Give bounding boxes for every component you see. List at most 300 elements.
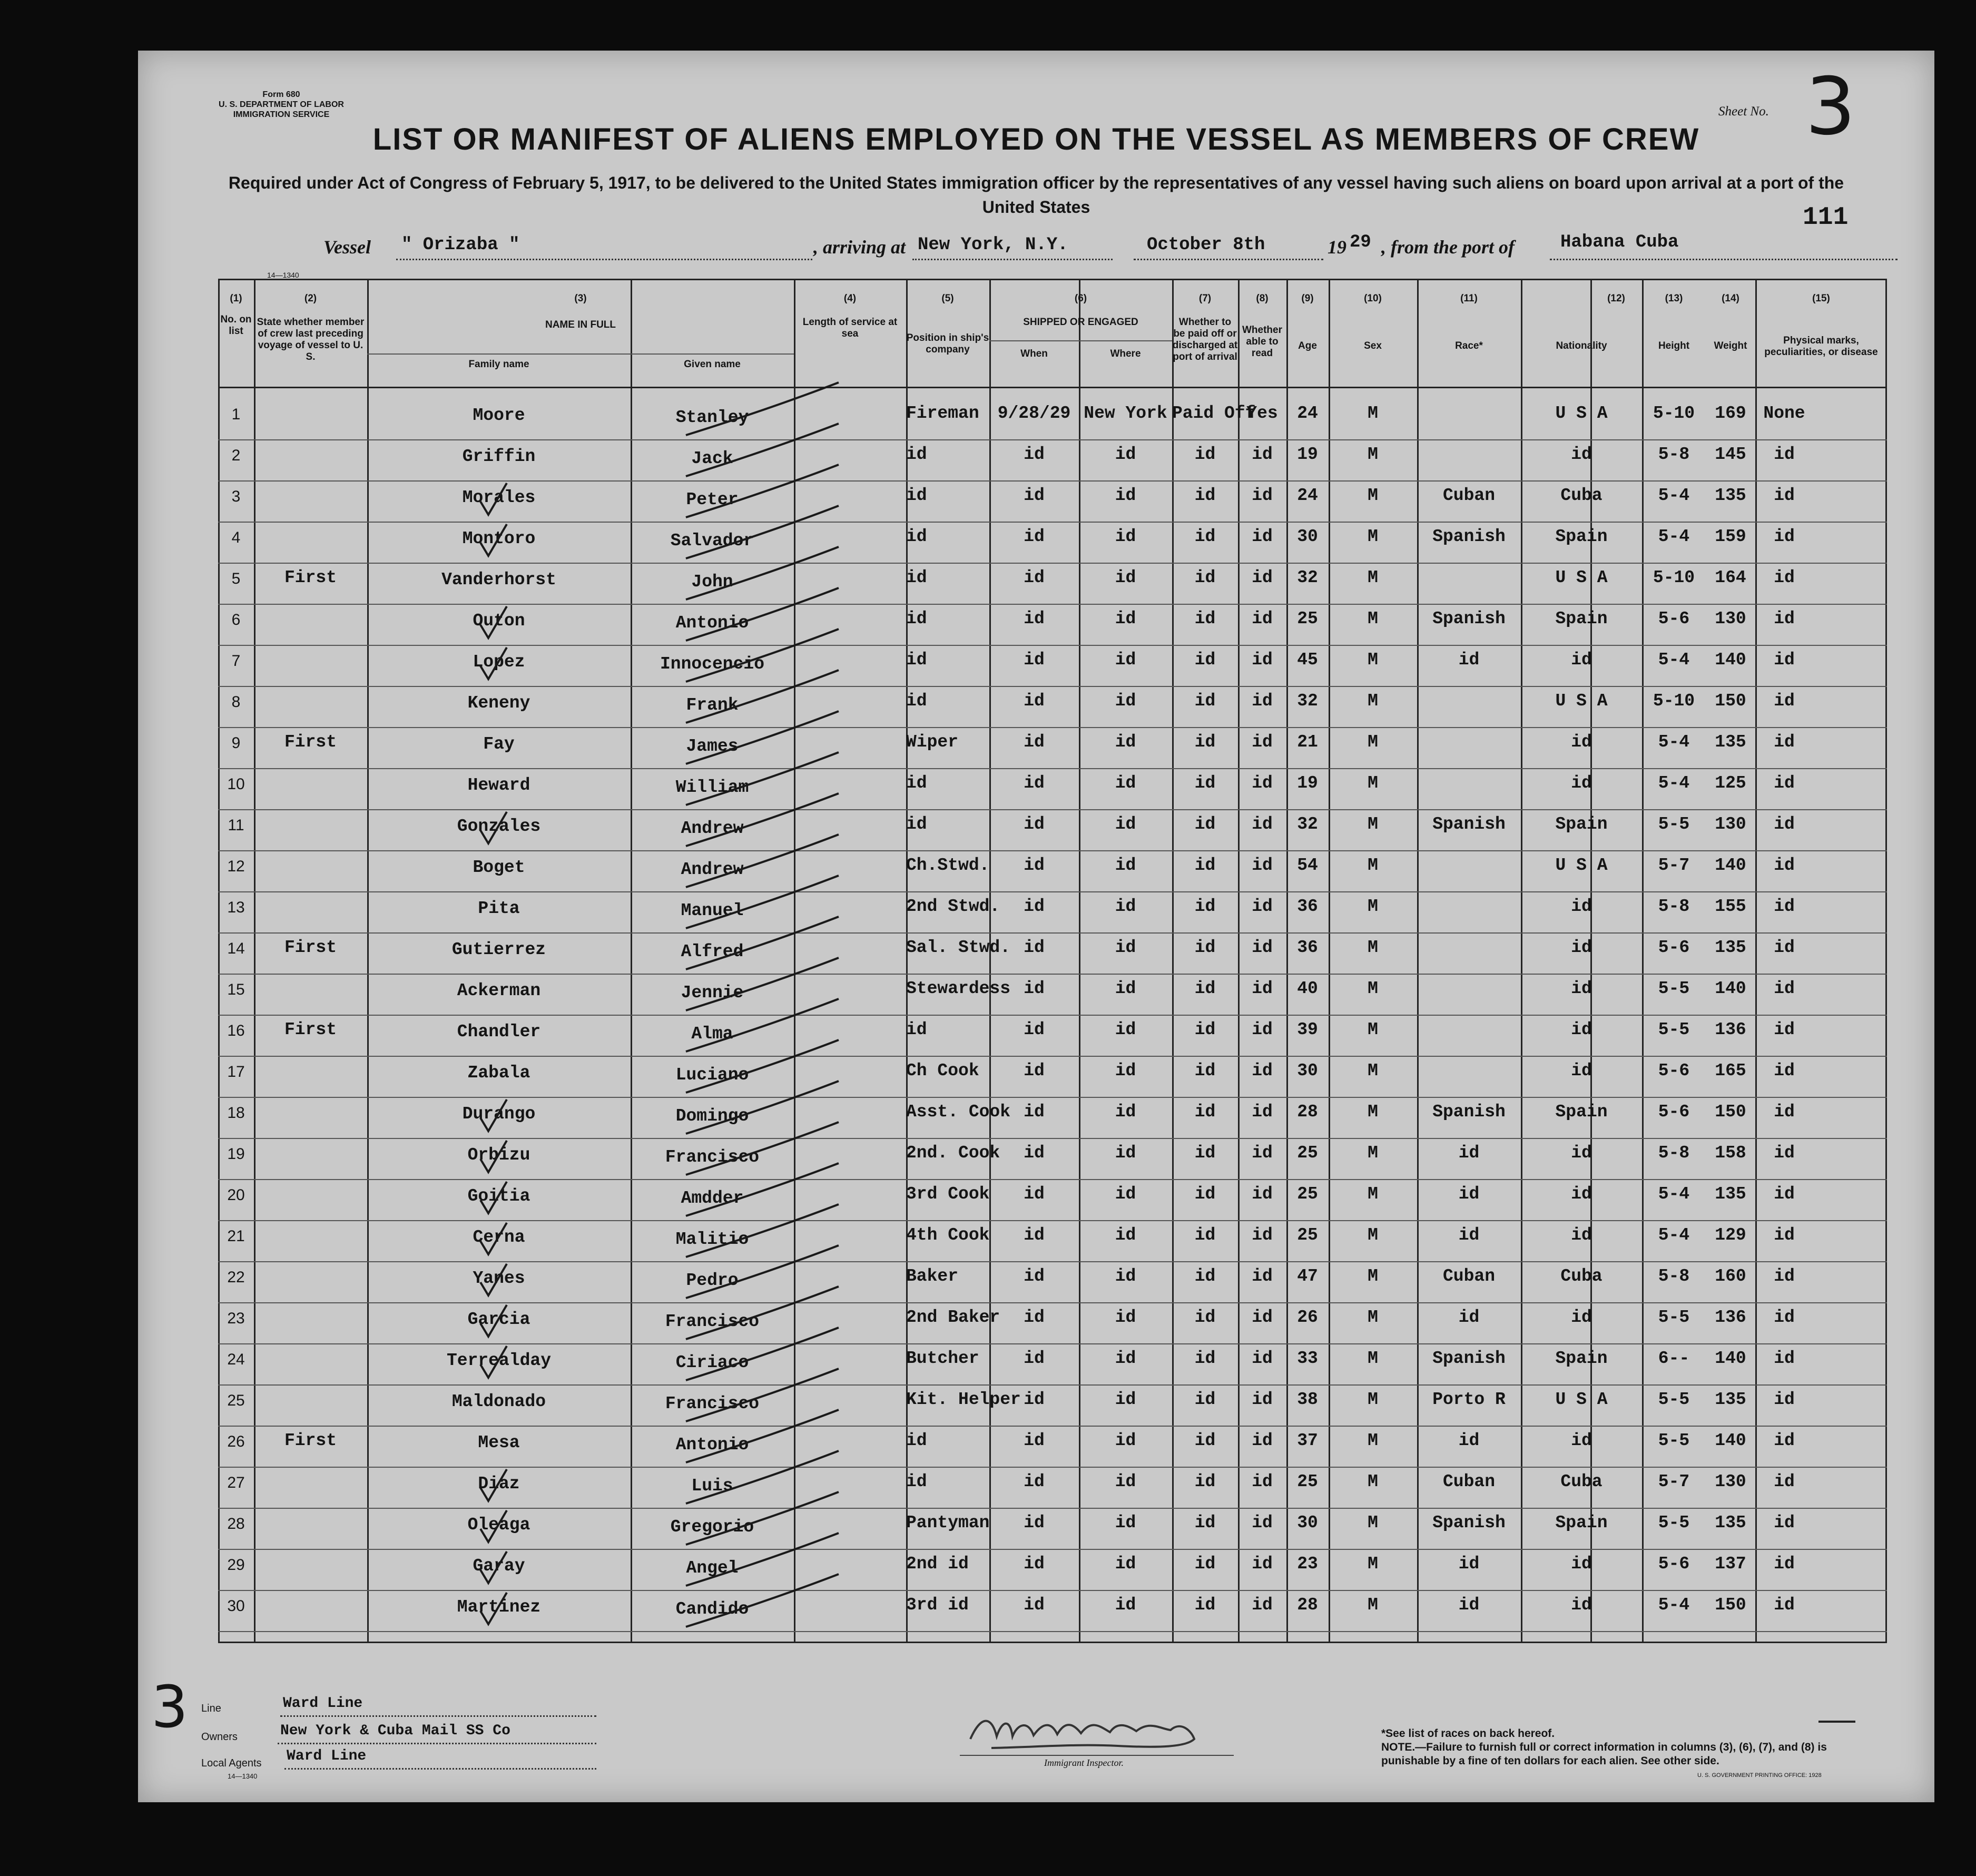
race: Spanish (1432, 1513, 1506, 1533)
previous-voyage: First (284, 1020, 337, 1039)
race: id (1458, 1225, 1480, 1245)
position: Pantyman (906, 1513, 990, 1533)
nationality: id (1571, 979, 1592, 998)
row-number: 26 (227, 1433, 245, 1450)
sex: M (1368, 1349, 1378, 1368)
race: id (1458, 1143, 1480, 1163)
shipped-where: id (1115, 1554, 1136, 1574)
able-to-read: id (1252, 1143, 1273, 1163)
given-name: John (691, 572, 733, 592)
nationality: id (1571, 1020, 1592, 1039)
nationality: U S A (1555, 691, 1608, 711)
position: id (906, 486, 927, 505)
paid-off: id (1194, 1020, 1216, 1039)
header-weight: Weight (1714, 340, 1747, 351)
sex: M (1368, 1266, 1378, 1286)
family-name: Chandler (457, 1022, 541, 1042)
weight: 158 (1715, 1143, 1746, 1163)
age: 24 (1297, 404, 1318, 423)
shipped-where: id (1115, 979, 1136, 998)
race: Spanish (1432, 1349, 1506, 1368)
given-name: Amdder (681, 1189, 744, 1208)
column-number: (6) (1074, 293, 1087, 304)
position: 4th Cook (906, 1225, 990, 1245)
height: 5-8 (1658, 445, 1690, 464)
paid-off: id (1194, 1390, 1216, 1409)
weight: 150 (1715, 691, 1746, 711)
form-number: Form 680 (262, 90, 300, 99)
given-name: Stanley (675, 408, 749, 427)
row-number: 1 (231, 406, 241, 423)
pen-stroke (686, 1245, 839, 1298)
nationality: id (1571, 1595, 1592, 1615)
position: 2nd. Cook (906, 1143, 1000, 1163)
sex: M (1368, 404, 1378, 423)
paid-off: id (1194, 1595, 1216, 1615)
header-age: Age (1298, 340, 1317, 351)
height: 5-5 (1658, 1431, 1690, 1450)
weight: 145 (1715, 445, 1746, 464)
paid-off: id (1194, 1102, 1216, 1122)
sex: M (1368, 1390, 1378, 1409)
age: 45 (1297, 650, 1318, 670)
given-name: Jennie (681, 983, 744, 1003)
age: 32 (1297, 814, 1318, 834)
physical-marks: id (1774, 486, 1795, 505)
weight: 136 (1715, 1308, 1746, 1327)
nationality: Spain (1555, 1102, 1608, 1122)
sex: M (1368, 938, 1378, 957)
given-name: Antonio (675, 1435, 749, 1455)
age: 37 (1297, 1431, 1318, 1450)
pen-stroke (686, 547, 839, 600)
weight: 130 (1715, 609, 1746, 628)
physical-marks: id (1774, 568, 1795, 587)
pen-stroke (686, 1286, 839, 1339)
weight: 140 (1715, 856, 1746, 875)
sex: M (1368, 1225, 1378, 1245)
able-to-read: id (1252, 732, 1273, 752)
age: 23 (1297, 1554, 1318, 1574)
weight: 169 (1715, 404, 1746, 423)
pen-stroke (686, 1451, 839, 1504)
shipped-when: id (1024, 1266, 1045, 1286)
paid-off: id (1194, 1266, 1216, 1286)
shipped-when: id (1024, 1554, 1045, 1574)
sex: M (1368, 1431, 1378, 1450)
age: 39 (1297, 1020, 1318, 1039)
header-position: Position in ship's company (906, 332, 989, 355)
row-number: 20 (227, 1186, 245, 1204)
check-mark (480, 647, 507, 679)
shipped-when: id (1024, 1308, 1045, 1327)
check-mark (480, 1469, 507, 1501)
paid-off: id (1194, 1349, 1216, 1368)
pen-stroke (686, 1040, 839, 1093)
header-physical-marks: Physical marks, peculiarities, or disease (1764, 335, 1878, 358)
height: 5-10 (1653, 568, 1695, 587)
physical-marks: None (1763, 404, 1805, 423)
race: id (1458, 1184, 1480, 1204)
header-sex: Sex (1364, 340, 1382, 351)
column-number: (11) (1460, 293, 1478, 304)
given-name: Salvador (670, 531, 754, 551)
age: 33 (1297, 1349, 1318, 1368)
shipped-where: id (1115, 1143, 1136, 1163)
height: 5-4 (1658, 773, 1690, 793)
column-number: (2) (304, 293, 317, 304)
nationality: id (1571, 1143, 1592, 1163)
shipped-when: id (1024, 1431, 1045, 1450)
given-name: Alfred (681, 942, 744, 961)
position: 2nd Baker (906, 1308, 1000, 1327)
physical-marks: id (1774, 1308, 1795, 1327)
pen-stroke (686, 999, 839, 1052)
position: id (906, 568, 927, 587)
owners-label: Owners (201, 1731, 238, 1743)
row-number: 5 (231, 570, 241, 587)
row-number: 7 (231, 652, 241, 670)
family-name: Maldonado (451, 1392, 546, 1411)
sex: M (1368, 773, 1378, 793)
position: Ch.Stwd. (906, 856, 990, 875)
nationality: Spain (1555, 527, 1608, 546)
shipped-when: id (1024, 650, 1045, 670)
height: 5-6 (1658, 609, 1690, 628)
given-name: James (686, 736, 739, 756)
age: 25 (1297, 1143, 1318, 1163)
shipped-when: id (1024, 1390, 1045, 1409)
shipped-when: id (1024, 1225, 1045, 1245)
weight: 140 (1715, 1431, 1746, 1450)
pen-stroke (686, 424, 839, 476)
row-number: 10 (227, 775, 245, 793)
able-to-read: id (1252, 1349, 1273, 1368)
shipped-where: id (1115, 486, 1136, 505)
given-name: Antonio (675, 613, 749, 633)
nationality: id (1571, 1431, 1592, 1450)
column-number: (14) (1722, 293, 1739, 304)
nationality: U S A (1555, 1390, 1608, 1409)
sheet-number-label: Sheet No. (1718, 104, 1769, 119)
row-number: 30 (227, 1597, 245, 1615)
header-given-name: Given name (684, 359, 741, 370)
column-number: (13) (1665, 293, 1683, 304)
sex: M (1368, 1102, 1378, 1122)
height: 5-6 (1658, 1554, 1690, 1574)
row-number: 6 (231, 611, 241, 628)
able-to-read: id (1252, 1472, 1273, 1491)
height: 5-5 (1658, 979, 1690, 998)
paid-off: id (1194, 1225, 1216, 1245)
paid-off: Paid Off (1172, 404, 1256, 423)
shipped-when: id (1024, 1102, 1045, 1122)
position: Fireman (906, 404, 979, 423)
shipped-where: id (1115, 650, 1136, 670)
race: id (1458, 650, 1480, 670)
given-name: Innocencio (660, 654, 765, 674)
row-number: 16 (227, 1022, 245, 1039)
shipped-where: id (1115, 814, 1136, 834)
paid-off: id (1194, 691, 1216, 711)
position: id (906, 1020, 927, 1039)
age: 28 (1297, 1102, 1318, 1122)
header-able-to-read: Whether able to read (1242, 325, 1282, 359)
shipped-when: id (1024, 732, 1045, 752)
shipped-when: id (1024, 691, 1045, 711)
shipped-when: id (1024, 609, 1045, 628)
page-title: LIST OR MANIFEST OF ALIENS EMPLOYED ON THE VESSEL AS MEMBERS OF CREW (372, 122, 1700, 156)
weight: 135 (1715, 732, 1746, 752)
physical-marks: id (1774, 527, 1795, 546)
given-name: Francisco (665, 1147, 760, 1167)
position: id (906, 1472, 927, 1491)
given-name: Manuel (681, 901, 744, 920)
pen-stroke (686, 670, 839, 723)
line-name: Ward Line (283, 1695, 363, 1712)
shipped-when: id (1024, 486, 1045, 505)
service-name: IMMIGRATION SERVICE (233, 110, 330, 119)
physical-marks: id (1774, 1266, 1795, 1286)
nationality: id (1571, 1225, 1592, 1245)
check-mark (480, 1551, 507, 1583)
check-mark (480, 1223, 507, 1254)
shipped-where: id (1115, 1266, 1136, 1286)
age: 36 (1297, 938, 1318, 957)
height: 5-5 (1658, 1513, 1690, 1533)
weight: 135 (1715, 1184, 1746, 1204)
agents-label: Local Agents (201, 1757, 262, 1769)
nationality: id (1571, 897, 1592, 916)
family-name: Moore (473, 406, 525, 425)
able-to-read: id (1252, 527, 1273, 546)
weight: 136 (1715, 1020, 1746, 1039)
family-name: Heward (467, 775, 530, 795)
column-number: (9) (1301, 293, 1314, 304)
sex: M (1368, 568, 1378, 587)
shipped-when: id (1024, 1513, 1045, 1533)
family-name: Lopez (473, 652, 525, 672)
weight: 130 (1715, 1472, 1746, 1491)
row-number: 19 (227, 1145, 245, 1163)
shipped-where: id (1115, 1308, 1136, 1327)
nationality: U S A (1555, 568, 1608, 587)
able-to-read: id (1252, 1020, 1273, 1039)
age: 25 (1297, 1225, 1318, 1245)
able-to-read: id (1252, 773, 1273, 793)
paid-off: id (1194, 1513, 1216, 1533)
shipped-where: id (1115, 1390, 1136, 1409)
pen-stroke (686, 834, 839, 887)
pen-stroke (686, 1204, 839, 1257)
check-mark (480, 524, 507, 556)
height: 5-6 (1658, 1061, 1690, 1081)
vessel-label: Vessel (323, 237, 371, 258)
races-note: *See list of races on back hereof. (1381, 1727, 1555, 1740)
physical-marks: id (1774, 1390, 1795, 1409)
race: Cuban (1442, 486, 1496, 505)
weight: 150 (1715, 1102, 1746, 1122)
able-to-read: id (1252, 1595, 1273, 1615)
weight: 135 (1715, 1513, 1746, 1533)
family-name: Keneny (467, 693, 530, 713)
age: 30 (1297, 1513, 1318, 1533)
sex: M (1368, 1143, 1378, 1163)
physical-marks: id (1774, 856, 1795, 875)
header-race: Race* (1455, 340, 1483, 351)
check-mark (480, 1305, 507, 1337)
pen-stroke (686, 711, 839, 764)
sex: M (1368, 856, 1378, 875)
shipped-where: id (1115, 1472, 1136, 1491)
position: id (906, 814, 927, 834)
header-nationality: Nationality (1556, 340, 1607, 351)
shipped-where: id (1115, 527, 1136, 546)
family-name: Gonzales (457, 817, 541, 836)
weight: 155 (1715, 897, 1746, 916)
family-name: Orbizu (467, 1145, 530, 1165)
position: Kit. Helper (906, 1390, 1021, 1409)
given-name: Andrew (681, 860, 744, 879)
age: 26 (1297, 1308, 1318, 1327)
shipped-when: id (1024, 1184, 1045, 1204)
pen-stroke (686, 629, 839, 682)
shipped-when: id (1024, 938, 1045, 957)
physical-marks: id (1774, 1020, 1795, 1039)
paid-off: id (1194, 773, 1216, 793)
department-name: U. S. DEPARTMENT OF LABOR (219, 100, 344, 109)
nationality: Cuba (1560, 1266, 1603, 1286)
family-name: Garay (473, 1556, 525, 1576)
family-name: Gutierrez (451, 940, 546, 959)
shipped-where: id (1115, 1349, 1136, 1368)
position: id (906, 609, 927, 628)
age: 38 (1297, 1390, 1318, 1409)
family-name: Zabala (467, 1063, 530, 1083)
arrival-date: October 8th (1147, 235, 1265, 255)
weight: 165 (1715, 1061, 1746, 1081)
age: 25 (1297, 1184, 1318, 1204)
handwritten-page-number: 3 (151, 1673, 188, 1741)
penalty-note: NOTE.—Failure to furnish full or correct information in columns (3), (6), (7), and (8) is punishable by a fine of ten dollars for each alien. See other side. (1381, 1741, 1827, 1767)
nationality: id (1571, 1308, 1592, 1327)
position: 3rd id (906, 1595, 969, 1615)
age: 32 (1297, 568, 1318, 587)
height: 5-4 (1658, 527, 1690, 546)
given-name: Ciriaco (675, 1353, 749, 1372)
row-number: 22 (227, 1269, 245, 1286)
paid-off: id (1194, 650, 1216, 670)
nationality: Cuba (1560, 1472, 1603, 1491)
paid-off: id (1194, 1143, 1216, 1163)
pen-stroke (686, 1163, 839, 1216)
check-mark (480, 1141, 507, 1172)
shipped-when: 9/28/29 (997, 404, 1071, 423)
able-to-read: id (1252, 1102, 1273, 1122)
given-name: Pedro (686, 1271, 739, 1290)
sex: M (1368, 445, 1378, 464)
row-number: 28 (227, 1515, 245, 1533)
sex: M (1368, 1308, 1378, 1327)
height: 5-10 (1653, 404, 1695, 423)
physical-marks: id (1774, 1184, 1795, 1204)
race: id (1458, 1554, 1480, 1574)
family-name: Durango (462, 1104, 536, 1124)
able-to-read: id (1252, 486, 1273, 505)
row-number: 27 (227, 1474, 245, 1491)
age: 21 (1297, 732, 1318, 752)
paid-off: id (1194, 979, 1216, 998)
family-name: Montoro (462, 529, 536, 548)
height: 5-5 (1658, 1390, 1690, 1409)
physical-marks: id (1774, 897, 1795, 916)
age: 19 (1297, 445, 1318, 464)
age: 54 (1297, 856, 1318, 875)
row-number: 4 (231, 529, 241, 546)
family-name: Goitia (467, 1186, 530, 1206)
weight: 129 (1715, 1225, 1746, 1245)
shipped-where: id (1115, 1102, 1136, 1122)
from-label: , from the port of (1381, 237, 1515, 258)
family-name: Cerna (473, 1227, 525, 1247)
check-mark (480, 1099, 507, 1131)
height: 5-4 (1658, 1225, 1690, 1245)
shipped-when: id (1024, 1020, 1045, 1039)
row-number: 29 (227, 1556, 245, 1574)
given-name: Peter (686, 490, 739, 509)
sex: M (1368, 814, 1378, 834)
height: 5-5 (1658, 1020, 1690, 1039)
nationality: U S A (1555, 404, 1608, 423)
physical-marks: id (1774, 1143, 1795, 1163)
previous-voyage: First (284, 1431, 337, 1450)
nationality: U S A (1555, 856, 1608, 875)
height: 5-4 (1658, 1184, 1690, 1204)
height: 5-6 (1658, 938, 1690, 957)
shipped-when: id (1024, 979, 1045, 998)
height: 5-10 (1653, 691, 1695, 711)
race: Spanish (1432, 609, 1506, 628)
height: 5-4 (1658, 650, 1690, 670)
nationality: id (1571, 773, 1592, 793)
physical-marks: id (1774, 1472, 1795, 1491)
agents-name: Ward Line (287, 1748, 367, 1764)
family-name: Terrealday (446, 1351, 552, 1370)
given-name: Gregorio (670, 1517, 754, 1537)
inspector-label: Immigrant Inspector. (1044, 1757, 1124, 1768)
able-to-read: id (1252, 856, 1273, 875)
shipped-when: id (1024, 773, 1045, 793)
check-mark (480, 1346, 507, 1378)
shipped-where: id (1115, 773, 1136, 793)
physical-marks: id (1774, 1102, 1795, 1122)
position: Wiper (906, 732, 959, 752)
position: id (906, 691, 927, 711)
page-subtitle: Required under Act of Congress of February 5, 1917, to be delivered to the United States immigration officer by the representatives of any vessel having such aliens on board upon arrival at a port of the United States (228, 173, 1844, 217)
weight: 135 (1715, 486, 1746, 505)
paid-off: id (1194, 609, 1216, 628)
given-name: Andrew (681, 819, 744, 838)
shipped-when: id (1024, 445, 1045, 464)
nationality: id (1571, 1554, 1592, 1574)
check-mark (480, 483, 507, 515)
weight: 150 (1715, 1595, 1746, 1615)
family-name: Yanes (473, 1269, 525, 1288)
position: 2nd id (906, 1554, 969, 1574)
weight: 135 (1715, 1390, 1746, 1409)
position: 2nd Stwd. (906, 897, 1000, 916)
able-to-read: id (1252, 814, 1273, 834)
